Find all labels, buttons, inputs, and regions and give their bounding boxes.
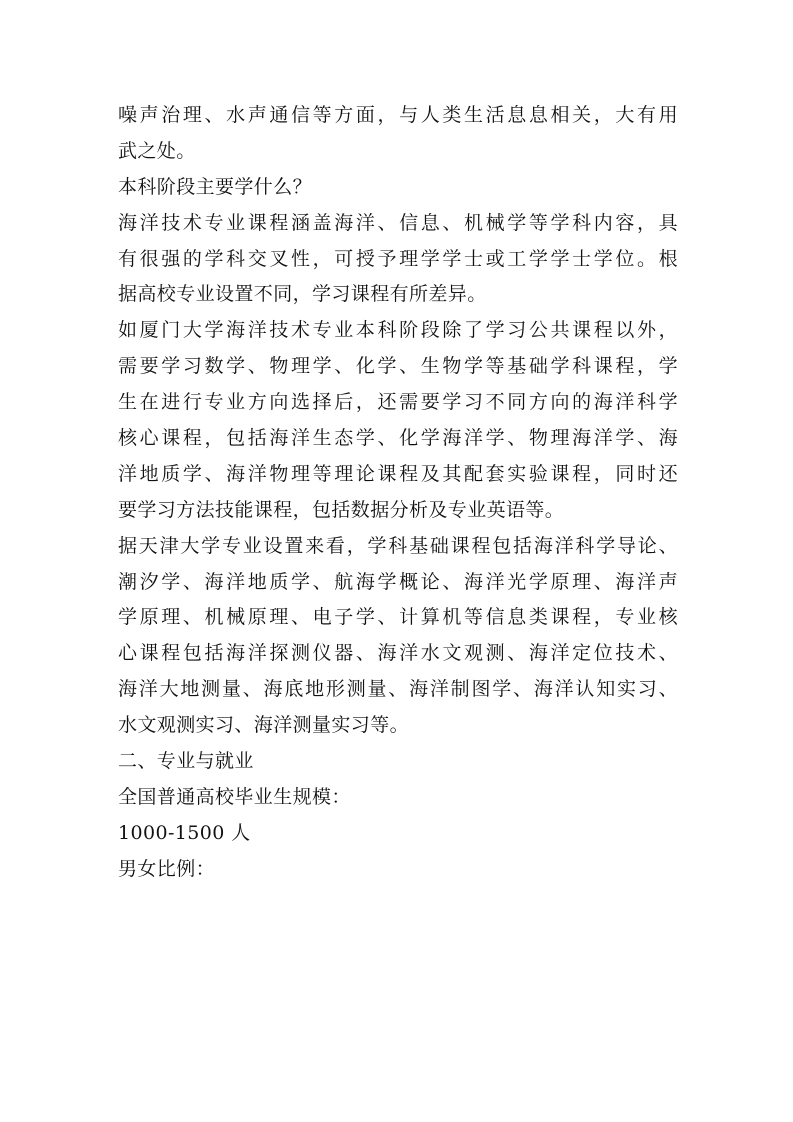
paragraph-line: 生在进行专业方向选择后，还需要学习不同方向的海洋科学 xyxy=(118,391,678,414)
paragraph-line: 要学习方法技能课程，包括数据分析及专业英语等。 xyxy=(118,498,565,521)
paragraph-line: 据天津大学专业设置来看，学科基础课程包括海洋科学导论、 xyxy=(118,534,678,557)
paragraph-line: 据高校专业设置不同，学习课程有所差异。 xyxy=(118,283,487,306)
paragraph-line: 潮汐学、海洋地质学、航海学概论、海洋光学原理、海洋声 xyxy=(118,570,678,593)
paragraph-line: 洋地质学、海洋物理等理论课程及其配套实验课程，同时还 xyxy=(118,462,678,485)
paragraph-line: 需要学习数学、物理学、化学、生物学等基础学科课程，学 xyxy=(118,355,678,378)
paragraph-line: 核心课程，包括海洋生态学、化学海洋学、物理海洋学、海 xyxy=(118,427,678,450)
paragraph-line: 心课程包括海洋探测仪器、海洋水文观测、海洋定位技术、 xyxy=(118,642,678,665)
section-question-heading: 本科阶段主要学什么？ xyxy=(118,175,313,198)
document-body xyxy=(118,98,678,888)
paragraph-line: 海洋大地测量、海底地形测量、海洋制图学、海洋认知实习、 xyxy=(118,678,678,701)
paragraph-line: 如厦门大学海洋技术专业本科阶段除了学习公共课程以外， xyxy=(118,319,678,342)
paragraph-line: 水文观测实习、海洋测量实习等。 xyxy=(118,714,410,737)
stat-value: 1000-1500 人 xyxy=(118,821,251,844)
paragraph-line: 学原理、机械原理、电子学、计算机等信息类课程，专业核 xyxy=(118,606,678,629)
paragraph-line: 有很强的学科交叉性，可授予理学学士或工学学士学位。根 xyxy=(118,247,678,270)
stat-label: 全国普通高校毕业生规模： xyxy=(118,785,351,808)
paragraph-line: 武之处。 xyxy=(118,139,196,162)
paragraph-line: 噪声治理、水声通信等方面，与人类生活息息相关，大有用 xyxy=(118,104,678,126)
section-heading: 二、专业与就业 xyxy=(118,750,254,773)
paragraph-line: 海洋技术专业课程涵盖海洋、信息、机械学等学科内容，具 xyxy=(118,211,678,234)
stat-label: 男女比例： xyxy=(118,857,216,880)
